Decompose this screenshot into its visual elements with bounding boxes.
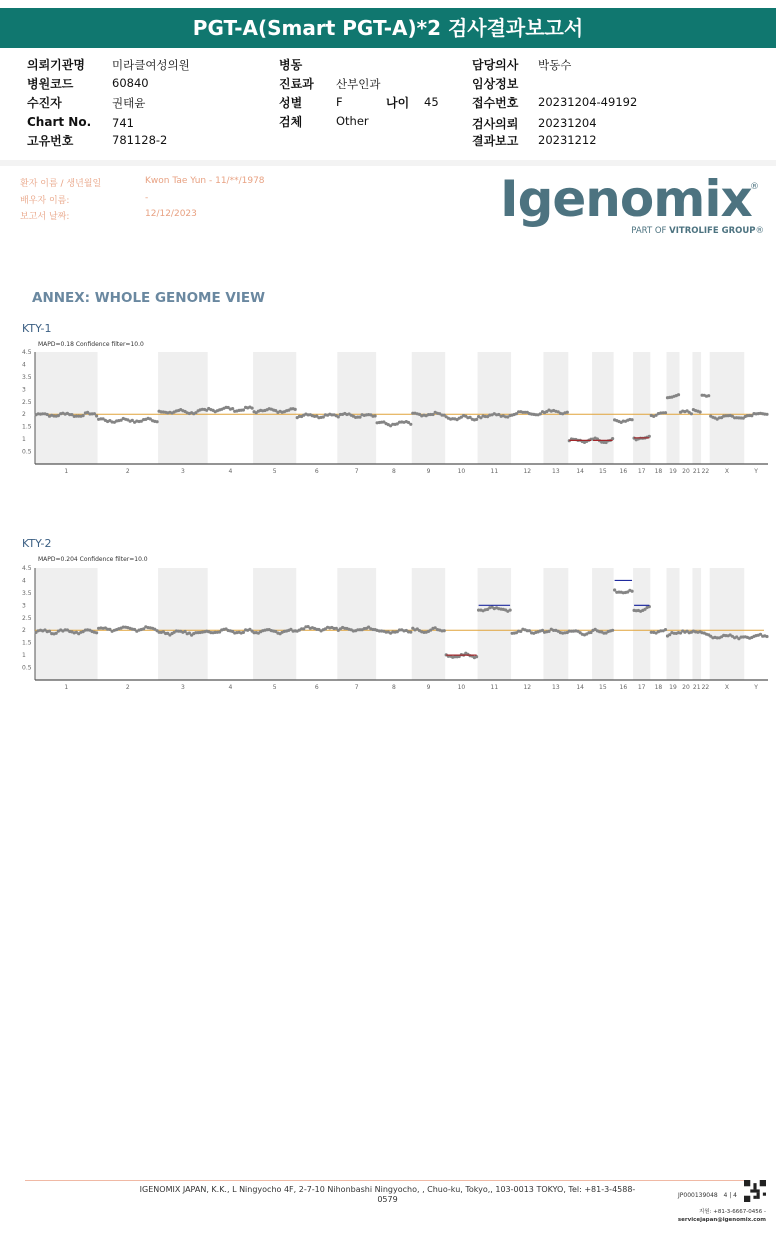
x-tick-label: Y [754,684,758,691]
cn-point [337,415,340,418]
kty-2-genome-plot [0,564,776,696]
chart-1-subtitle: MAPD=0.18 Confidence filter=10.0 [38,341,144,348]
x-tick-label: 1 [64,468,69,475]
y-tick-label: 0.5 [22,448,32,456]
y-tick-label: 3 [22,386,26,394]
info-block [0,0,776,160]
qr-code-icon [744,1180,766,1202]
cn-point [242,408,245,411]
section-divider [0,160,776,166]
x-tick-label: 18 [654,684,663,691]
chrom-band [478,568,511,680]
doctor-value: 박동수 [538,58,572,72]
footer-phone: 지원: +81-3-6667-0456 - [698,1209,766,1215]
clinical-label: 임상정보 [472,77,519,91]
chrom-band [667,568,680,680]
chrom-band [633,352,650,464]
x-tick-label: 22 [701,468,710,475]
x-tick-label: 12 [523,468,532,475]
chrom-band [412,568,445,680]
x-tick-label: 19 [669,684,677,691]
x-tick-label: 20 [682,684,690,691]
y-tick-label: 0.5 [22,664,32,672]
x-tick-label: 10 [457,468,466,475]
footer-email: servicejapan@igenomix.com [677,1217,766,1223]
chrom-band [692,568,701,680]
y-tick-label: 4.5 [22,565,32,572]
hospital-value: 미라클여성의원 [112,58,190,72]
cn-point [631,418,634,421]
receipt-label: 접수번호 [472,96,519,110]
logo-sub-prefix: PART OF [631,226,670,236]
y-tick-label: 4 [22,577,26,585]
y-tick-label: 3.5 [22,589,32,597]
chrom-band [35,352,98,464]
cn-point [475,418,478,421]
chrom-band [337,352,376,464]
ward-label: 병동 [279,58,303,72]
x-tick-label: 11 [490,468,499,475]
cn-point [699,410,702,413]
x-tick-label: 19 [669,468,677,475]
cn-point [95,414,98,417]
chrom-band [478,352,511,464]
cn-point [95,631,98,634]
logo-sub-brand: VITROLIFE GROUP [669,226,756,236]
x-tick-label: 7 [354,684,359,691]
y-tick-label: 4.5 [22,349,32,356]
x-tick-label: 8 [392,468,396,475]
doctor-label: 담당의사 [472,58,519,72]
chrom-band [592,568,614,680]
sex-label: 성별 [279,96,303,110]
chart-label: Chart No. [27,115,92,129]
annex-title: ANNEX: WHOLE GENOME VIEW [32,290,265,306]
chrom-band [158,352,208,464]
x-tick-label: 22 [701,684,710,691]
y-tick-label: 4 [22,361,26,369]
page-number: 4 | 4 [723,1192,737,1199]
y-tick-label: 2 [22,627,26,635]
cn-point [82,414,85,417]
chrom-band [592,352,614,464]
chrom-band [412,352,445,464]
dept-label: 진료과 [279,77,314,91]
footer-address: IGENOMIX JAPAN, K.K., L Ningyocho 4F, 2-7-10 Nihonbashi Ningyocho, , Chuo-ku, Tokyo,, 103-0013 TOKYO, Tel: +81-3-4588-0579 [139,1185,636,1204]
report-title: PGT-A(Smart PGT-A)*2 검사결과보고서 [0,8,776,48]
x-tick-label: 14 [576,684,584,691]
cn-point [48,630,51,633]
x-tick-label: 5 [272,468,277,475]
report-label: 결과보고 [472,134,519,148]
chart-value: 741 [112,116,134,130]
x-tick-label: 8 [392,684,396,691]
cn-point [707,394,710,397]
chart-2-title: KTY-2 [22,537,52,550]
cn-point [566,411,569,414]
specimen-label: 검체 [279,115,303,129]
cn-point [409,423,412,426]
cn-point [765,413,768,416]
y-tick-label: 2.5 [22,614,32,622]
patient-name-value: Kwon Tae Yun - 11/**/1978 [145,176,265,186]
cn-point [765,635,768,638]
x-tick-label: 20 [682,468,690,475]
cn-point [242,631,245,634]
x-tick-label: 13 [552,684,560,691]
request-value: 20231204 [538,116,597,130]
specimen-value: Other [336,114,369,128]
chrom-band [633,568,650,680]
footer-contact [660,1208,766,1224]
report-value: 20231212 [538,133,597,147]
footer-divider [25,1180,747,1181]
x-tick-label: Y [754,468,758,475]
x-tick-label: 21 [692,468,701,475]
dept-value: 산부인과 [336,77,381,91]
y-tick-label: 3 [22,602,26,610]
logo-registered-mark: ® [750,182,759,192]
y-tick-label: 2.5 [22,398,32,406]
x-tick-label: 9 [426,684,431,691]
spouse-label: 배우자 이름: [20,196,70,206]
patient-name-label: 환자 이름 / 생년월일 [20,179,102,189]
x-tick-label: 16 [619,684,628,691]
x-tick-label: X [724,684,730,691]
chrom-band [543,352,568,464]
x-tick-label: 13 [552,468,560,475]
y-tick-label: 2 [22,411,26,419]
cn-point [156,420,159,423]
kty-1-genome-plot [0,348,776,480]
cn-point [374,414,377,417]
igenomix-logo [500,170,770,240]
cn-point [631,590,634,593]
hospital-code-value: 60840 [112,76,149,90]
x-tick-label: 9 [426,468,431,475]
report-date-value: 12/12/2023 [145,209,197,219]
y-tick-label: 1 [22,652,26,660]
x-tick-label: 15 [599,468,607,475]
x-tick-label: 6 [314,684,319,691]
cn-point [664,411,667,414]
cn-point [443,629,446,632]
cn-point [294,408,297,411]
unique-value: 781128-2 [112,133,168,147]
y-tick-label: 3.5 [22,373,32,381]
x-tick-label: 16 [619,468,628,475]
cn-point [690,412,693,415]
x-tick-label: 1 [64,684,69,691]
chrom-band [710,352,745,464]
hospital-label: 의뢰기관명 [27,58,85,72]
x-tick-label: 12 [523,684,532,691]
chart-1-title: KTY-1 [22,322,52,335]
x-tick-label: 21 [692,684,701,691]
cn-point [358,416,361,419]
logo-sub-reg: ® [755,226,764,236]
document-code: JP000139048 [678,1192,718,1199]
age-label: 나이 [386,96,410,110]
report-date-label: 보고서 날짜: [20,212,70,222]
logo-subtitle [631,226,764,236]
hospital-code-label: 병원코드 [27,77,74,91]
x-tick-label: 18 [654,468,663,475]
x-tick-label: 4 [228,684,233,691]
cn-point [611,437,614,440]
chrom-band [667,352,680,464]
chrom-band [158,568,208,680]
x-tick-label: 3 [180,684,185,691]
request-label: 검사의뢰 [472,117,519,131]
chrom-band [35,568,98,680]
x-tick-label: 17 [637,684,646,691]
x-tick-label: 5 [272,684,277,691]
x-tick-label: 11 [490,684,499,691]
chrom-band [692,352,701,464]
logo-wordmark: Igenomix [500,170,752,228]
age-value: 45 [424,95,439,109]
cn-point [409,631,412,634]
y-tick-label: 1 [22,436,26,444]
chrom-band [337,568,376,680]
x-tick-label: 2 [125,468,130,475]
x-tick-label: 15 [599,684,607,691]
chrom-band [543,568,568,680]
cn-point [677,393,680,396]
cn-point [251,407,254,410]
x-tick-label: 7 [354,468,359,475]
x-tick-label: X [724,468,730,475]
chrom-band [253,568,296,680]
patient-value: 권태윤 [112,96,146,110]
x-tick-label: 2 [125,684,130,691]
spouse-value: - [145,193,149,203]
footer-code [678,1192,737,1199]
chrom-band [710,568,745,680]
receipt-value: 20231204-49192 [538,95,638,109]
x-tick-label: 10 [457,684,466,691]
cn-point [664,628,667,631]
cn-point [509,609,512,612]
x-tick-label: 6 [314,468,319,475]
chart-2-subtitle: MAPD=0.204 Confidence filter=10.0 [38,556,148,563]
x-tick-label: 17 [637,468,646,475]
sex-value: F [336,95,343,109]
x-tick-label: 14 [576,468,584,475]
y-tick-label: 1.5 [22,639,32,647]
cn-point [611,629,614,632]
unique-label: 고유번호 [27,134,74,148]
cn-point [231,407,234,410]
y-tick-label: 1.5 [22,423,32,431]
x-tick-label: 4 [228,468,233,475]
x-tick-label: 3 [180,468,185,475]
patient-label: 수진자 [27,96,62,110]
